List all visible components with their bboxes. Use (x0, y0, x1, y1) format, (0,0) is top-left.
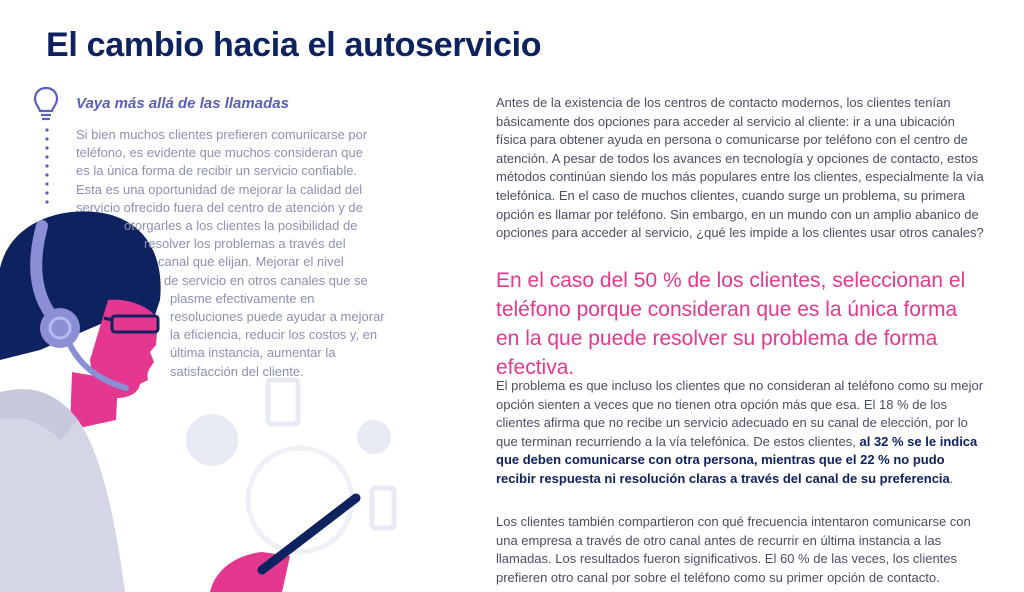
sidebar-line: otorgarles a los clientes la posibilidad de (124, 218, 358, 234)
sidebar-line: Si bien muchos clientes prefieren comunicarse por (76, 127, 368, 142)
sidebar-text (76, 126, 396, 381)
sidebar-line: es la única forma de recibir un servicio confiable. (76, 163, 358, 179)
sidebar-line: la eficiencia, reducir los costos y, en (170, 327, 378, 343)
pull-quote: En el caso del 50 % de los clientes, seleccionan el teléfono porque consideran que es la única forma en la que puede resolver su problema de forma efectiva. (496, 269, 966, 379)
page-title: El cambio hacia el autoservicio (46, 26, 542, 64)
problem-end: . (949, 470, 954, 486)
sidebar-line: Esta es una oportunidad de mejorar la calidad del (76, 181, 363, 197)
sidebar-line: resoluciones puede ayudar a mejorar (170, 309, 385, 325)
closing-paragraph: Los clientes también compartieron con qué frecuencia intentaron comunicarse con una empresa a través de otro canal antes de recurrir en última instancia a las llamadas. Los resultados fueron significativos. El 60 % de las veces, los clientes prefieren otro canal por sobre el teléfono como su primer opción de contacto. (496, 514, 971, 585)
problem-text: El problema es que incluso los clientes que no consideran al teléfono como su mejor opción sienten a veces que no tienen otra opción más que esa. El 18 % de los clientes afirma que no recibe un servicio adecuado en su canal de elección, por lo que terminan recurriendo a la vía telefónica. De estos clientes, (496, 378, 984, 449)
problem-highlight: al 32 % se le indica que deben comunicarse con otra persona, mientras que el 22 % no pudo recibir respuesta ni resolución claras a través del canal de su preferencia (496, 433, 978, 486)
sidebar-line: satisfacción del cliente. (170, 363, 304, 379)
sidebar-line: última instancia, aumentar la (170, 345, 336, 361)
sidebar-line: resolver los problemas a través del (144, 236, 346, 252)
sidebar-line: plasme efectivamente en (170, 290, 315, 306)
sidebar-line: teléfono, es evidente que muchos consideran que (76, 145, 363, 161)
problem-paragraph (496, 377, 984, 489)
sidebar-line: de servicio en otros canales que se (164, 272, 368, 288)
sidebar-heading: Vaya más allá de las llamadas (76, 95, 289, 112)
intro-paragraph: Antes de la existencia de los centros de contacto modernos, los clientes tenían básicamente dos opciones para acceder al servicio al cliente: ir a una ubicación física para obtener ayuda en persona o comunicarse por teléfono con el centro de atención. A pesar de todos los avances en tecnología y opciones de contacto, estos métodos continúan siendo los más populares entre los clientes, especialmente la vía telefónica. En el caso de muchos clientes, cuando surge un problema, su primera opción es llamar por teléfono. Sin embargo, en un mundo con un amplio abanico de opciones para acceder al servicio, ¿qué les impide a los clientes usar otros canales? (496, 95, 984, 241)
sidebar-line: servicio ofrecido fuera del centro de atención y de (76, 199, 363, 215)
sidebar-line: canal que elijan. Mejorar el nivel (158, 254, 344, 270)
